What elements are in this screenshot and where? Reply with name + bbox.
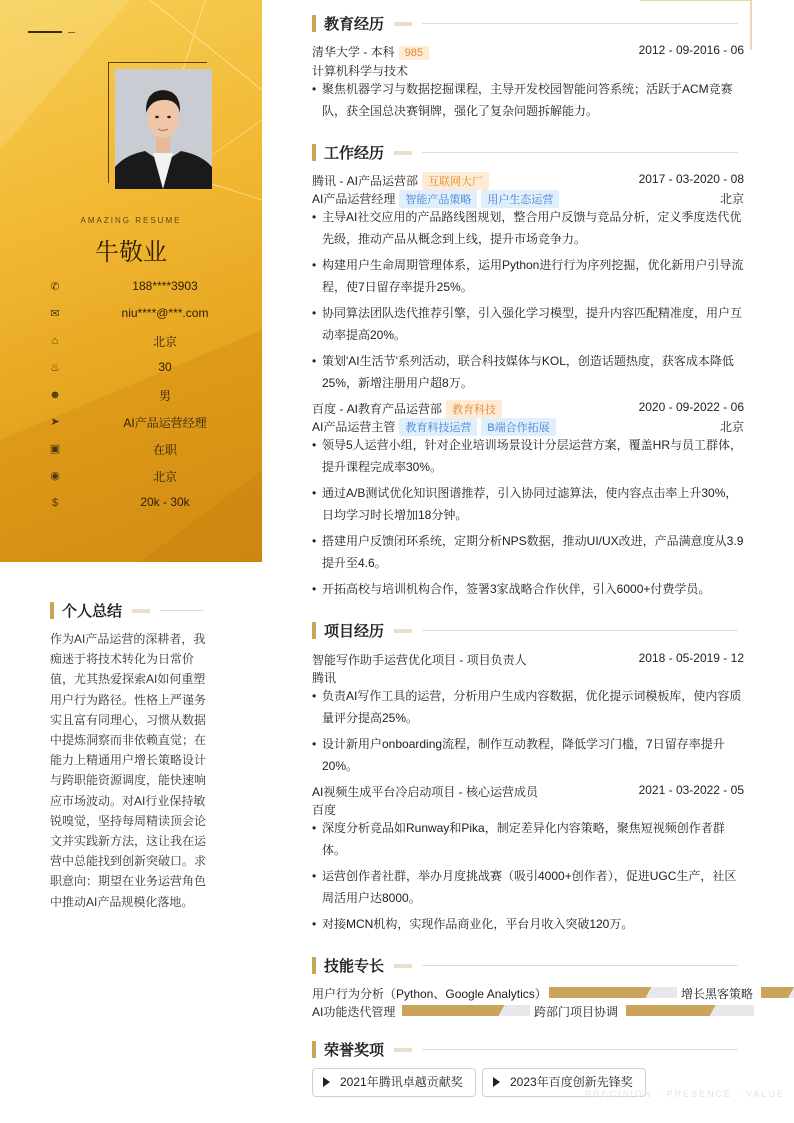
contact-info-value: 20k - 30k (140, 495, 190, 509)
play-icon (493, 1077, 500, 1087)
honors-header (312, 1039, 744, 1057)
skill-name: AI功能迭代管理 (312, 1005, 396, 1019)
school-name: 清华大学 - 本科 (312, 45, 395, 59)
cake-icon: ♨ (50, 362, 60, 374)
contact-info-row (48, 384, 262, 404)
job-role: AI产品运营主管 (312, 420, 396, 434)
project-date: 2021 - 03-2022 - 05 (638, 783, 744, 797)
contact-info-row (48, 465, 262, 485)
job-company-tag: 互联网大厂 (422, 172, 489, 190)
contact-info-value: AI产品运营经理 (123, 416, 207, 430)
briefcase-icon: ▣ (49, 443, 61, 455)
skill-bar (549, 987, 677, 998)
skill-bar (761, 987, 794, 998)
job-date: 2017 - 03-2020 - 08 (638, 172, 744, 186)
job-bullet: • 开拓高校与培训机构合作，签署3家战略合作伙伴，引入6000+付费学员。 (312, 582, 711, 596)
home-icon: ⌂ (51, 335, 59, 347)
contact-info-value: 男 (158, 389, 171, 403)
work-header (312, 142, 744, 160)
project-2-row (312, 783, 744, 799)
skill-bar (626, 1005, 754, 1016)
projects-header (312, 620, 744, 638)
summary-header (50, 600, 220, 618)
job-date: 2020 - 09-2022 - 06 (638, 400, 744, 414)
job-tag: 教育科技运营 (399, 418, 477, 436)
project-1-row (312, 651, 744, 667)
award-badge: 2021年腾讯卓越贡献奖 (312, 1068, 476, 1097)
project-bullet: • 负责AI写作工具的运营，分析用户生成内容数据，优化提示词模板库，使内容质量评分提高25%。 (312, 689, 742, 725)
project-2-org-row (312, 801, 744, 817)
education-bullet: • 聚焦机器学习与数据挖掘课程，主导开发校园智能问答系统；活跃于ACM竞赛队，获全国总决赛铜牌，强化了复杂问题拆解能力。 (312, 82, 733, 118)
skills-header (312, 955, 744, 973)
project-org: 百度 (312, 803, 337, 817)
school-tag: 985 (399, 46, 429, 60)
job-tag: 智能产品策略 (399, 190, 477, 208)
projects-title: 项目经历 (324, 623, 385, 640)
job-2-role-row (312, 418, 744, 434)
contact-info-value: 30 (158, 360, 172, 374)
job-2-company-row (312, 400, 744, 416)
location-icon: ◉ (50, 470, 60, 482)
contact-info-row (48, 330, 262, 350)
job-city: 北京 (719, 420, 744, 434)
project-1-org-row (312, 669, 744, 685)
skill-name: 跨部门项目协调 (534, 1005, 619, 1019)
contact-info-value: niu****@***.com (121, 306, 209, 320)
skill-name: 用户行为分析（Python、Google Analytics） (312, 987, 547, 1001)
contact-info-row (48, 357, 262, 377)
job-tag: B端合作拓展 (481, 418, 555, 436)
job-bullet: • 搭建用户反馈闭环系统，定期分析NPS数据，推动UI/UX改进，产品满意度从3.9提升至4.6。 (312, 534, 744, 570)
project-bullet: • 深度分析竞品如Runway和Pika，制定差异化内容策略，聚焦短视频创作者群体。 (312, 821, 725, 857)
summary-title: 个人总结 (62, 603, 123, 620)
job-1-company-row (312, 172, 744, 188)
summary-text: 作为AI产品运营的深耕者，我痴迷于将技术转化为日常价值，尤其热爱探索AI如何重塑用户行为路径。性格上严谨务实且富有同理心，习惯从数据中提炼洞察而非依赖直觉；在能力上精通用户增长策略设计与跨职能资源调度，能快速响应市场波动。对AI行业保持敏锐嗅觉，坚持每周精读顶会论文并实践新方法，这让我在运营中总能找到创新突破口。求职意向：期望在业务运营角色中推动AI产品规模化落地。 (50, 632, 207, 909)
salary-icon: $ (51, 497, 59, 509)
education-date: 2012 - 09-2016 - 06 (638, 43, 744, 57)
contact-info-row (48, 492, 262, 512)
job-company: 百度 - AI教育产品运营部 (312, 402, 443, 416)
contact-info-row (48, 303, 262, 323)
education-header (312, 13, 744, 31)
work-title: 工作经历 (324, 145, 385, 162)
contact-info-value: 北京 (152, 470, 177, 484)
profile-panel (0, 0, 262, 562)
project-bullet: • 设计新用户onboarding流程，制作互动教程，降低学习门槛，7日留存率提升20%。 (312, 737, 725, 773)
project-date: 2018 - 05-2019 - 12 (638, 651, 744, 665)
major: 计算机科学与技术 (312, 64, 409, 78)
avatar-photo (115, 69, 212, 189)
project-org: 腾讯 (312, 671, 337, 685)
send-icon: ➤ (50, 416, 60, 428)
section-line (160, 610, 204, 611)
play-icon (323, 1077, 330, 1087)
job-role: AI产品运营经理 (312, 192, 396, 206)
job-company: 腾讯 - AI产品运营部 (312, 174, 419, 188)
contact-info-value: 北京 (152, 335, 177, 349)
job-bullet: • 协同算法团队迭代推荐引擎，引入强化学习模型，提升内容匹配精准度，用户互动率提高20%。 (312, 306, 743, 342)
honors-title: 荣誉奖项 (324, 1042, 385, 1059)
section-bar (50, 602, 54, 619)
project-bullet: • 对接MCN机构，实现作品商业化，平台月收入突破120万。 (312, 917, 634, 931)
job-bullet: • 主导AI社交应用的产品路线图规划，整合用户反馈与竞品分析，定义季度迭代优先级，推动产品从概念到上线，提升市场竞争力。 (312, 210, 742, 246)
job-tag: 用户生态运营 (481, 190, 559, 208)
gender-icon: ☻ (49, 389, 61, 401)
contact-info-row (48, 276, 262, 296)
top-dash (28, 31, 62, 33)
project-bullet: • 运营创作者社群，举办月度挑战赛（吸引4000+创作者），促进UGC生产，社区周活用户达8000。 (312, 869, 737, 905)
contact-info-value: 188****3903 (132, 279, 198, 293)
job-bullet: • 领导5人运营小组，针对企业培训场景设计分层运营方案，覆盖HR与员工群体，提升课程完成率30%。 (312, 438, 743, 474)
skills-title: 技能专长 (324, 958, 385, 975)
mail-icon: ✉ (50, 308, 60, 320)
contact-info-value: 在职 (152, 443, 177, 457)
top-dash-small (68, 32, 75, 33)
education-major-row (312, 62, 744, 78)
skill-name: 增长黑客策略 (681, 987, 754, 1001)
section-pill (132, 609, 150, 613)
job-bullet: • 构建用户生命周期管理体系，运用Python进行行为序列挖掘，优化新用户引导流程，使7日留存率提升25%。 (312, 258, 744, 294)
education-title: 教育经历 (324, 16, 385, 33)
education-row (312, 43, 744, 59)
job-company-tag: 教育科技 (446, 400, 502, 418)
amazing-resume-label: AMAZING RESUME (80, 216, 182, 225)
watermark-text: PRECISION · PRESENCE · VALUE (585, 1089, 785, 1099)
job-1-role-row (312, 190, 744, 206)
contact-info-row (48, 411, 262, 431)
phone-icon: ✆ (50, 281, 60, 293)
job-bullet: • 通过A/B测试优化知识图谱推荐，引入协同过滤算法，使内容点击率上升30%，日均学习时长增加18分钟。 (312, 486, 738, 522)
skill-bar (402, 1005, 530, 1016)
job-bullet: • 策划'AI生活节'系列活动，联合科技媒体与KOL，创造话题热度，获客成本降低25%，新增注册用户超8万。 (312, 354, 734, 390)
project-name: AI视频生成平台冷启动项目 - 核心运营成员 (312, 785, 539, 799)
project-name: 智能写作助手运营优化项目 - 项目负责人 (312, 653, 527, 667)
job-city: 北京 (719, 192, 744, 206)
award-badge: 2023年百度创新先锋奖 (482, 1068, 646, 1097)
contact-info-row (48, 438, 262, 458)
candidate-name: 牛敬业 (95, 238, 167, 266)
